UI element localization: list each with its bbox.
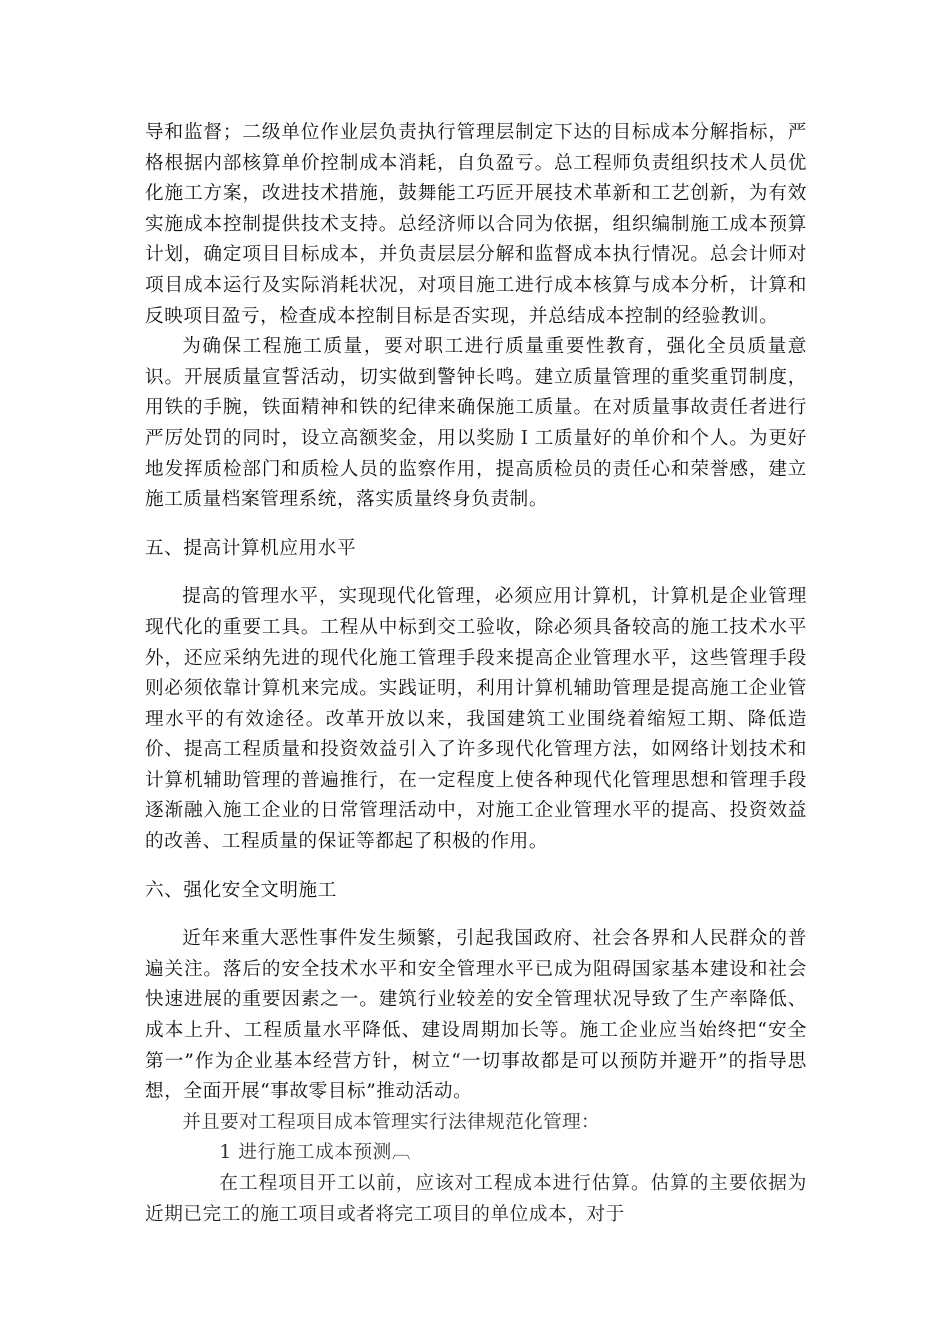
paragraph-cost-estimate: 在工程项目开工以前，应该对工程成本进行估算。估算的主要依据为近期已完工的施工项目或者将完工项目的单位成本，对于 (145, 1173, 807, 1225)
section-heading-safety: 六、强化安全文明施工 (145, 879, 337, 901)
paragraph-legal-management: 并且要对工程项目成本管理实行法律规范化管理： (182, 1111, 601, 1133)
paragraph-management-roles: 导和监督；二级单位作业层负责执行管理层制定下达的目标成本分解指标，严格根据内部核算单价控制成本消耗，自负盈亏。总工程师负责组织技术人员优化施工方案，改进技术措施，鼓舞能工巧匠开展技术革新和工艺创新，为有效实施成本控制提供技术支持。总经济师以合同为依据，组织编制施工成本预算计划，确定项目目标成本，并负责层层分解和监督成本执行情况。总会计师对项目成本运行及实际消耗状况，对项目施工进行成本核算与成本分析，计算和反映项目盈亏，检查成本控制目标是否实现，并总结成本控制的经验教训。 (145, 122, 807, 327)
paragraph-computer-application: 提高的管理水平，实现现代化管理，必须应用计算机，计算机是企业管理现代化的重要工具。工程从中标到交工验收，除必须具备较高的施工技术水平外，还应采纳先进的现代化施工管理手段来提高企业管理水平，这些管理手段则必须依靠计算机来完成。实践证明，利用计算机辅助管理是提高施工企业管理水平的有效途径。改革开放以来，我国建筑工业围绕着缩短工期、降低造价、提高工程质量和投资效益引入了许多现代化管理方法，如网络计划技术和计算机辅助管理的普遍推行，在一定程度上使各种现代化管理思想和管理手段逐渐融入施工企业的日常管理活动中，对施工企业管理水平的提高、投资效益的改善、工程质量的保证等都起了积极的作用。 (145, 586, 807, 853)
paragraph-quality-control: 为确保工程施工质量，要对职工进行质量重要性教育，强化全员质量意识。开展质量宣誓活动，切实做到警钟长鸣。建立质量管理的重奖重罚制度，用铁的手腕，铁面精神和铁的纪律来确保施工质量。在对质量事故责任者进行严厉处罚的同时，设立高额奖金，用以奖励Ｉ工质量好的单价和个人。为更好地发挥质检部门和质检人员的监察作用，提高质检员的责任心和荣誉感，建立施工质量档案管理系统，落实质量终身负责制。 (145, 336, 807, 511)
section-heading-computer-application: 五、提高计算机应用水平 (145, 537, 357, 559)
paragraph-safety: 近年来重大恶性事件发生频繁，引起我国政府、社会各界和人民群众的普遍关注。落后的安全技术水平和安全管理水平已成为阻碍国家基本建设和社会快速进展的重要因素之一。建筑行业较差的安全管理状况导致了生产率降低、成本上升、工程质量水平降低、建设周期加长等。施工企业应当始终把“安全第一”作为企业基本经营方针，树立“一切事故都是可以预防并避开”的指导思想，全面开展“事故零目标”推动活动。 (145, 928, 807, 1103)
document-page (145, 118, 807, 1230)
list-item-cost-forecast: 1 进行施工成本预测︹ (219, 1142, 412, 1164)
